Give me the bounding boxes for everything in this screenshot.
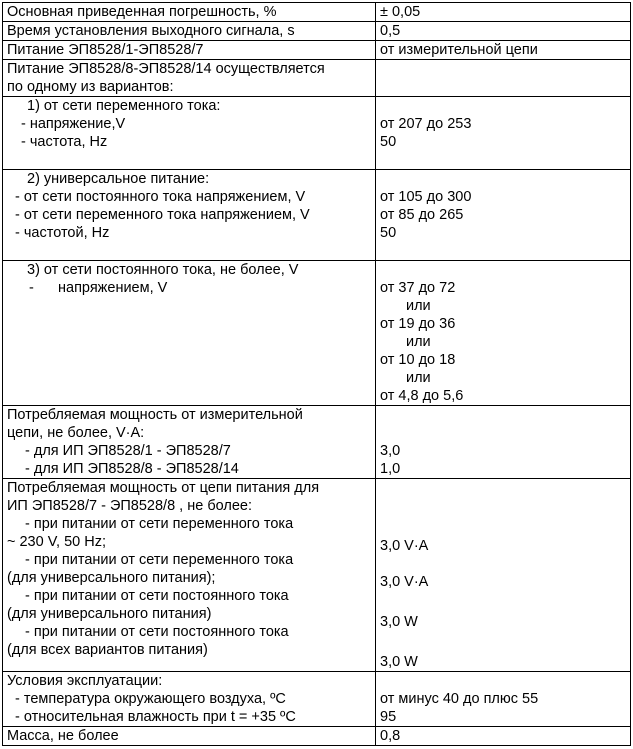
consumption-supply-c1: - при питании от сети постоянного тока xyxy=(25,588,289,604)
variant2-freq-label: - частотой, Hz xyxy=(15,225,110,241)
variant1-voltage-value: от 207 до 253 xyxy=(380,116,472,132)
consumption-supply-a-value: 3,0 V·A xyxy=(380,538,429,554)
settle-time-label: Время установления выходного сигнала, s xyxy=(3,22,376,41)
consumption-supply-line2: ИП ЭП8528/7 - ЭП8528/8 , не более: xyxy=(7,498,252,514)
consumption-supply-line1: Потребляемая мощность от цепи питания для xyxy=(7,480,320,496)
settle-time-value: 0,5 xyxy=(376,22,631,41)
table-row xyxy=(3,479,631,672)
consumption-meas-value-2: 1,0 xyxy=(380,461,401,477)
mass-label: Масса, не более xyxy=(3,727,376,746)
variant1-values xyxy=(376,97,631,170)
table-row xyxy=(3,261,631,406)
variant1-freq-value: 50 xyxy=(380,134,397,150)
consumption-supply-cell xyxy=(3,479,376,672)
table-row xyxy=(3,22,631,41)
variant3-or-2: или xyxy=(406,334,431,350)
variant1-voltage-label: - напряжение,V xyxy=(21,116,126,132)
consumption-meas-item1: - для ИП ЭП8528/1 - ЭП8528/7 xyxy=(25,443,231,459)
variant1-freq-label: - частота, Hz xyxy=(21,134,108,150)
conditions-cell xyxy=(3,672,376,727)
consumption-supply-d-value: 3,0 W xyxy=(380,654,418,670)
variant3-value-3: от 10 до 18 xyxy=(380,352,456,368)
conditions-values xyxy=(376,672,631,727)
consumption-supply-c2: (для универсального питания) xyxy=(7,606,212,622)
power-variants-cell xyxy=(3,60,376,97)
variant2-freq-value: 50 xyxy=(380,225,397,241)
variant2-dc-label: - от сети постоянного тока напряжением, V xyxy=(15,189,306,205)
table-row xyxy=(3,60,631,97)
variant2-cell xyxy=(3,170,376,261)
consumption-supply-c-value: 3,0 W xyxy=(380,614,418,630)
variant3-or-1: или xyxy=(406,298,431,314)
variant1-title: 1) от сети переменного тока: xyxy=(27,98,221,114)
consumption-supply-a2: ~ 230 V, 50 Hz; xyxy=(7,534,107,550)
variant3-value-2: от 19 до 36 xyxy=(380,316,456,332)
consumption-meas-item2: - для ИП ЭП8528/8 - ЭП8528/14 xyxy=(25,461,239,477)
power1-label: Питание ЭП8528/1-ЭП8528/7 xyxy=(3,41,376,60)
consumption-supply-b-value: 3,0 V·A xyxy=(380,574,429,590)
variant3-value-1: от 37 до 72 xyxy=(380,280,456,296)
variant2-dc-value: от 105 до 300 xyxy=(380,189,472,205)
variant3-values xyxy=(376,261,631,406)
table-row xyxy=(3,97,631,170)
consumption-meas-line1: Потребляемая мощность от измерительной xyxy=(7,407,303,423)
consumption-supply-b2: (для универсального питания); xyxy=(7,570,216,586)
consumption-supply-a1: - при питании от сети переменного тока xyxy=(25,516,294,532)
consumption-meas-values xyxy=(376,406,631,479)
variant3-voltage-label: - напряжением, V xyxy=(29,280,168,296)
variant2-ac-label: - от сети переменного тока напряжением, V xyxy=(15,207,310,223)
empty-cell xyxy=(376,60,631,97)
variant2-values xyxy=(376,170,631,261)
consumption-supply-d1: - при питании от сети постоянного тока xyxy=(25,624,289,640)
specifications-table xyxy=(2,2,631,746)
mass-value: 0,8 xyxy=(376,727,631,746)
consumption-supply-values xyxy=(376,479,631,672)
variant3-or-3: или xyxy=(406,370,431,386)
conditions-temp-value: от минус 40 до плюс 55 xyxy=(380,691,539,707)
accuracy-label: Основная приведенная погрешность, % xyxy=(3,3,376,22)
table-row xyxy=(3,170,631,261)
conditions-humidity-value: 95 xyxy=(380,709,397,725)
power1-value: от измерительной цепи xyxy=(376,41,631,60)
variant2-ac-value: от 85 до 265 xyxy=(380,207,464,223)
table-row xyxy=(3,3,631,22)
accuracy-value: ± 0,05 xyxy=(376,3,631,22)
power-variants-line1: Питание ЭП8528/8-ЭП8528/14 осуществляется xyxy=(7,61,325,77)
conditions-temp-label: - температура окружающего воздуха, ºC xyxy=(15,691,286,707)
table-row xyxy=(3,727,631,746)
consumption-meas-line2: цепи, не более, V·A: xyxy=(7,425,145,441)
consumption-supply-d2: (для всех вариантов питания) xyxy=(7,642,208,658)
variant3-value-4: от 4,8 до 5,6 xyxy=(380,388,464,404)
table-row xyxy=(3,406,631,479)
variant2-title: 2) универсальное питание: xyxy=(27,171,210,187)
table-row xyxy=(3,41,631,60)
consumption-meas-value-1: 3,0 xyxy=(380,443,401,459)
conditions-humidity-label: - относительная влажность при t = +35 ºC xyxy=(15,709,296,725)
variant3-cell xyxy=(3,261,376,406)
variant1-cell xyxy=(3,97,376,170)
consumption-supply-b1: - при питании от сети переменного тока xyxy=(25,552,294,568)
variant3-title: 3) от сети постоянного тока, не более, V xyxy=(27,262,299,278)
table-row xyxy=(3,672,631,727)
conditions-title: Условия эксплуатации: xyxy=(7,673,163,689)
consumption-meas-cell xyxy=(3,406,376,479)
power-variants-line2: по одному из вариантов: xyxy=(7,79,174,95)
